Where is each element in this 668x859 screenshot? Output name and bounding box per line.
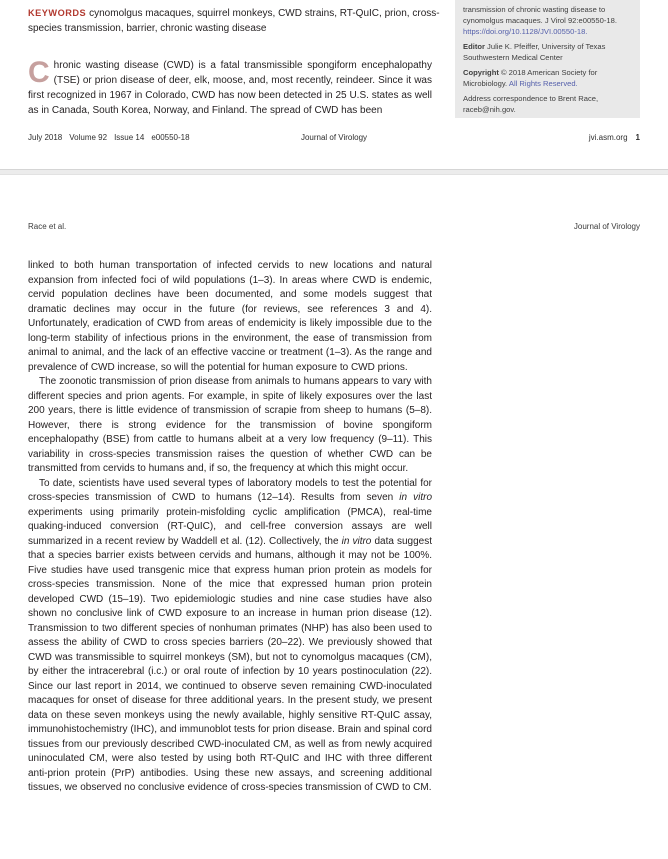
copyright-text: © 2018 American Society for Microbiology. xyxy=(463,68,598,88)
footer-site-link[interactable]: jvi.asm.org xyxy=(588,133,628,142)
running-head-journal: Journal of Virology xyxy=(573,222,640,231)
paragraph xyxy=(28,477,432,796)
copyright-line xyxy=(463,67,632,89)
footer-issue-segment: July 2018 xyxy=(28,133,63,142)
text-run: linked to both human transportation of infected cervids to new locations and natural expansion from infected foci of wild populations (1–3). In areas where CWD is endemic, cervid population declines have been documented, and some models suggest that dramatic declines may occur in the future (for reviews, see references 3 and 4). Unfortunately, eradication of CWD from areas of endemicity is likely impossible due to the long-term stability of infectious prions in the environment, the ease of transmission from animal to animal, and the lack of an effective vaccine or treatment (1–3). As the range and prevalence of CWD increase, so will the potential for human exposure to CWD prions. xyxy=(28,260,432,373)
rights-reserved-link[interactable]: All Rights Reserved. xyxy=(508,79,578,88)
editor-line xyxy=(463,41,632,63)
footer-issue-segment: e00550-18 xyxy=(151,133,190,142)
keywords-label: KEYWORDS xyxy=(28,8,87,18)
paragraph xyxy=(28,259,432,375)
footer-journal: Journal of Virology xyxy=(300,133,368,142)
citation-text: transmission of chronic wasting disease to cynomolgus macaques. J Virol 92:e00550-18. xyxy=(463,5,617,25)
italic-text-run: in vitro xyxy=(399,492,432,503)
correspondence-text: Address correspondence to Brent Race, raceb@nih.gov. xyxy=(463,94,599,114)
footer-issue-segment: Volume 92 xyxy=(69,133,108,142)
article-info-box xyxy=(455,0,640,118)
page2-top xyxy=(0,175,668,859)
page2-header xyxy=(28,222,640,231)
keywords-block xyxy=(28,6,442,36)
intro-paragraph xyxy=(28,58,432,118)
page2-body xyxy=(28,259,432,796)
text-run: To date, scientists have used several types of laboratory models to test the potential for cross-species transmission of CWD to humans (12–14). Results from seven xyxy=(28,477,432,503)
footer-issue-info xyxy=(28,133,232,142)
footer-page-number: 1 xyxy=(635,133,640,142)
correspondence-line xyxy=(463,93,632,115)
citation-line xyxy=(463,4,632,37)
intro-text: hronic wasting disease (CWD) is a fatal transmissible spongiform encephalopathy (TSE) or prion disease of deer, elk, moose, and, most recently, reindeer. Since it was first recognized in 1967 in Colorado, CWD has now been detected in 25 U.S. states as well as in Canada, South Korea, Norway, and Finland. The spread of CWD has been xyxy=(28,60,432,116)
editor-text: Julie K. Pfeiffer, University of Texas Southwestern Medical Center xyxy=(463,42,606,62)
page1-bottom xyxy=(0,0,668,169)
footer-site-page xyxy=(436,133,640,142)
dropcap-letter: C xyxy=(28,56,50,89)
text-run: data suggest that a species barrier exists between cervids and humans, although it may not be 100%. Five studies have used transgenic mice that express human prion protein as models for cross-species transmission. None of the mice that expressed human prion protein developed CWD (15–19). Two epidemiologic studies and nine case studies have also shown no conclusive link of CWD exposure to an increase in human prion disease (12). Transmission to two different species of nonhuman primates (NHP) has also been used to assess the ability of CWD to cross species barriers (20–22). We previously showed that CWD was transmissible to squirrel monkeys (SM), but not to cynomolgus macaques (CM), by either the intracerebral (i.c.) or oral route of infection by 10 years postinoculation (22). Since our last report in 2014, we continued to observe seven remaining CWD-inoculated macaques for onset of disease for three additional years. In the present study, we present data on these seven monkeys using the newly available, highly sensitive RT-QuIC assay, immunohistochemistry (IHC), and immunoblot tests for prion disease. Brain and spinal cord tissues from our previously described CWD-inoculated CM, as well as from newly acquired uninoculated CM, were also tested by using both RT-QuIC and IHC with three different anti-prion protein (PrP) antibodies. Using these new assays, and screening additional tissues, we observed no conclusive evidence of cross-species transmission of CWD to CM. xyxy=(28,535,433,793)
italic-text-run: in vitro xyxy=(341,535,372,547)
text-run: experiments using primarily protein-misfolding cyclic amplification (PMCA), real-time quaking-induced conversion (RT-QuIC), and cell-free conversion assays are well summarized in a recent review by Waddell et al. (12). Collectively, the xyxy=(28,506,432,547)
page1-footer xyxy=(28,133,640,142)
text-run: The zoonotic transmission of prion disease from animals to humans appears to vary with different species and prion agents. For example, in spite of likely exposures over the last 200 years, there is little evidence of transmission of scrapie from sheep to humans (5–8). However, there is strong evidence for the transmission of bovine spongiform encephalopathy (BSE) from cattle to humans albeit at a very low frequency (9–11). This variability in cross-species transmission raises the question of whether CWD can be transmitted from cervids to humans and, if so, the frequency at which this might occur. xyxy=(28,376,432,474)
footer-issue-segment: Issue 14 xyxy=(114,133,145,142)
paragraph xyxy=(28,375,432,477)
copyright-label: Copyright xyxy=(463,68,499,77)
editor-label: Editor xyxy=(463,42,485,51)
running-head-authors: Race et al. xyxy=(28,222,67,231)
doi-link[interactable]: https://doi.org/10.1128/JVI.00550-18. xyxy=(463,27,588,36)
keywords-text: cynomolgus macaques, squirrel monkeys, CWD strains, RT-QuIC, prion, cross-species transmission, barrier, chronic wasting disease xyxy=(28,8,440,34)
